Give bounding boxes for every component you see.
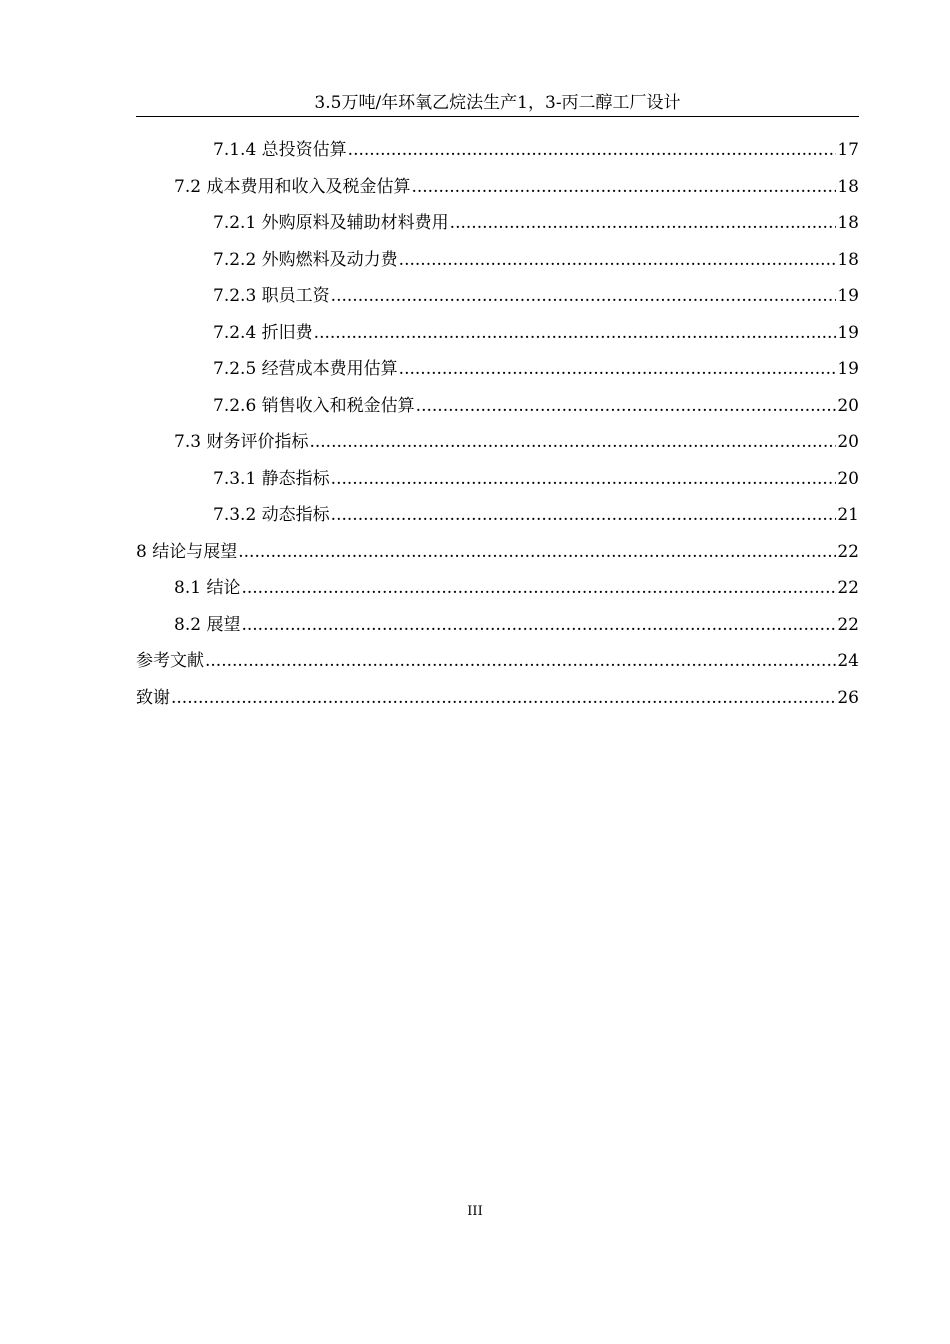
document-title: 3.5万吨/年环氧乙烷法生产1，3-丙二醇工厂设计 [314,93,681,113]
toc-leader-dots [331,278,837,315]
toc-entry-page: 22 [837,578,859,598]
toc-entry-page: 20 [837,432,859,452]
toc-leader-dots [399,351,837,388]
toc-entry-page: 22 [837,614,859,635]
toc-entry-page: 20 [837,395,859,416]
toc-entry-title: 7.2.4 折旧费 [213,322,313,343]
toc-entry[interactable] [136,607,859,644]
toc-leader-dots [331,461,837,498]
toc-entry-page: 18 [837,176,859,197]
toc-entry-page: 20 [837,468,859,489]
toc-entry-title: 7.2.2 外购燃料及动力费 [213,249,398,270]
toc-leader-dots [411,169,836,206]
toc-entry[interactable] [136,570,859,607]
toc-entry-title: 7.2.3 职员工资 [213,286,330,306]
toc-entry[interactable] [136,351,859,388]
toc-entry-title: 7.3.2 动态指标 [213,505,330,525]
toc-leader-dots [450,205,837,242]
table-of-contents [136,132,859,716]
toc-entry[interactable] [136,242,859,279]
toc-leader-dots [309,424,836,461]
toc-leader-dots [331,497,837,534]
toc-entry-title: 8.2 展望 [174,614,241,635]
toc-entry[interactable] [136,424,859,461]
toc-entry[interactable] [136,534,859,571]
toc-entry[interactable] [136,461,859,498]
toc-entry[interactable] [136,315,859,352]
toc-leader-dots [171,680,836,717]
toc-entry-title: 7.2.6 销售收入和税金估算 [213,395,415,416]
toc-entry-page: 19 [837,322,859,343]
toc-leader-dots [205,643,836,680]
toc-entry-page: 17 [837,140,859,160]
toc-entry-title: 7.2.5 经营成本费用估算 [213,359,398,379]
page-header [136,90,859,117]
toc-entry-title: 参考文献 [136,651,204,671]
toc-entry-page: 18 [837,213,859,233]
page-number: III [467,1204,483,1219]
toc-entry-page: 24 [837,651,859,671]
toc-leader-dots [416,388,837,425]
toc-entry-title: 7.2 成本费用和收入及税金估算 [174,176,411,197]
toc-entry[interactable] [136,643,859,680]
toc-entry-title: 致谢 [136,687,170,708]
toc-entry-title: 7.3.1 静态指标 [213,468,330,489]
toc-entry-title: 7.1.4 总投资估算 [213,140,347,160]
toc-entry-page: 19 [837,359,859,379]
toc-entry-title: 7.3 财务评价指标 [174,432,309,452]
toc-entry-page: 21 [837,505,859,525]
toc-leader-dots [399,242,837,279]
toc-entry[interactable] [136,205,859,242]
toc-entry[interactable] [136,497,859,534]
toc-entry-page: 18 [837,249,859,270]
toc-entry[interactable] [136,388,859,425]
toc-entry-page: 19 [837,286,859,306]
toc-entry[interactable] [136,278,859,315]
toc-entry-title: 7.2.1 外购原料及辅助材料费用 [213,213,449,233]
toc-entry-title: 8 结论与展望 [136,541,238,562]
toc-leader-dots [238,534,836,571]
toc-entry-page: 22 [837,541,859,562]
toc-leader-dots [241,570,836,607]
toc-entry-title: 8.1 结论 [174,578,241,598]
toc-leader-dots [348,132,837,169]
toc-leader-dots [314,315,837,352]
toc-entry[interactable] [136,132,859,169]
toc-entry[interactable] [136,680,859,717]
toc-entry[interactable] [136,169,859,206]
toc-entry-page: 26 [837,687,859,708]
toc-leader-dots [241,607,836,644]
